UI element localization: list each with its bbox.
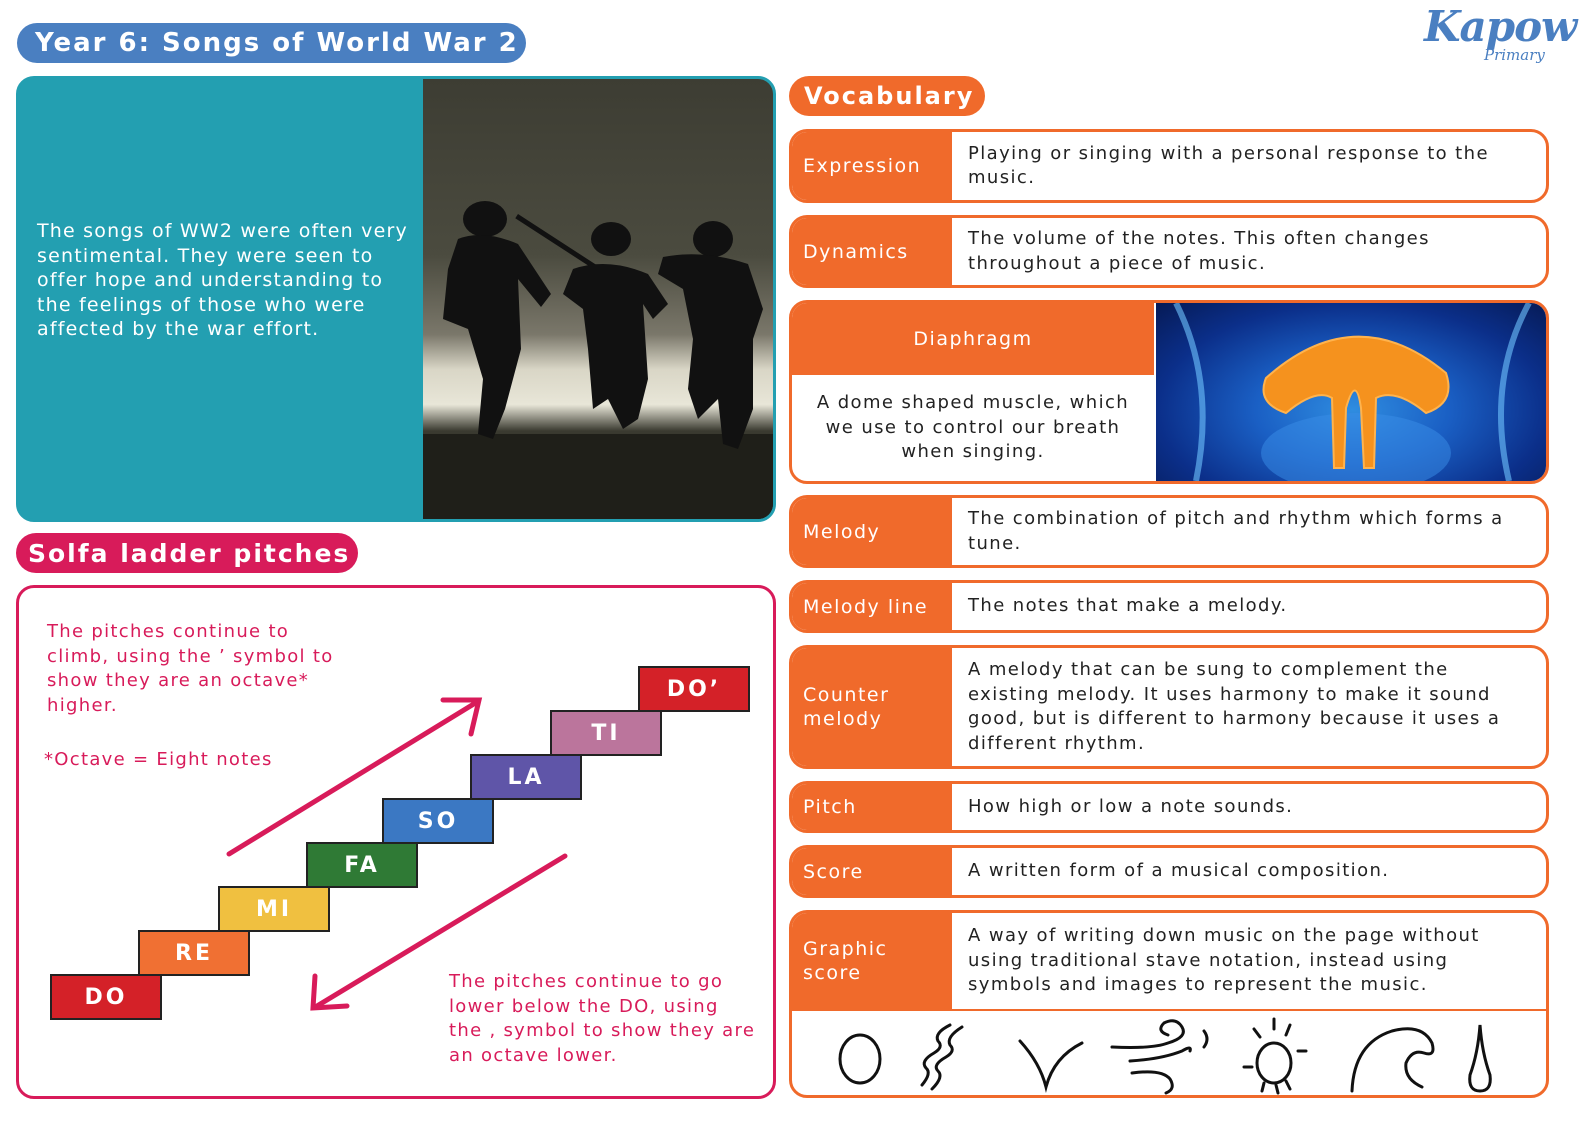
droplet-icon xyxy=(1470,1025,1491,1091)
vocab-definition: How high or low a note sounds. xyxy=(968,795,1294,817)
vocab-definition: A written form of a musical composition. xyxy=(968,860,1390,882)
vocab-term: Counter melody xyxy=(792,648,952,766)
intro-text: The songs of WW2 were often very sentimental. They were seen to offer hope and understanding to the feelings of those who were affected by the war effort. xyxy=(37,220,408,340)
soldiers-photo xyxy=(423,79,776,519)
solfa-step-do: DO xyxy=(50,974,162,1020)
vocab-row-expression xyxy=(789,129,1549,203)
solfa-step-mi: MI xyxy=(218,886,330,932)
vocab-term: Expression xyxy=(792,132,952,200)
lower-note: The pitches continue to go lower below the DO, using the , symbol to show they are an octave lower. xyxy=(449,971,756,1066)
vocab-term: Dynamics xyxy=(792,218,952,285)
vocab-row-melody xyxy=(789,495,1549,568)
vocab-row-melody-line xyxy=(789,580,1549,633)
solfa-step-ti: TI xyxy=(550,710,662,756)
circle-icon xyxy=(840,1035,880,1083)
vocab-row-diaphragm xyxy=(789,300,1549,484)
solfa-step-re: RE xyxy=(138,930,250,976)
squiggle-lines-icon xyxy=(922,1025,962,1089)
vocab-row-graphic-score xyxy=(789,910,1549,1098)
vocab-row-pitch xyxy=(789,781,1549,833)
page-title: Year 6: Songs of World War 2 xyxy=(17,23,526,63)
vocab-definition: A melody that can be sung to complement the existing melody. It uses harmony to make it sound good, but is different to harmony because it uses a different rhythm. xyxy=(968,659,1501,754)
vocab-definition: A dome shaped muscle, which we use to control our breath when singing. xyxy=(816,392,1130,463)
solfa-ladder-card xyxy=(16,585,776,1099)
vocab-row-counter-melody xyxy=(789,645,1549,769)
solfa-step-la: LA xyxy=(470,754,582,800)
vocab-term: Pitch xyxy=(792,784,952,830)
vocab-term: Graphic score xyxy=(792,913,952,1009)
vocab-row-dynamics xyxy=(789,215,1549,288)
intro-card xyxy=(16,76,776,522)
graphic-score-symbols xyxy=(792,1013,1546,1095)
soldiers-silhouette-icon xyxy=(423,79,776,519)
vocab-definition: The volume of the notes. This often changes throughout a piece of music. xyxy=(968,228,1430,274)
climb-note: The pitches continue to climb, using the ’ symbol to show they are an octave* higher. xyxy=(47,621,334,716)
solfa-step-high-do: DO’ xyxy=(638,666,750,712)
octave-note: *Octave = Eight notes xyxy=(44,749,273,770)
vocab-term: Score xyxy=(792,848,952,895)
solfa-heading: Solfa ladder pitches xyxy=(16,533,358,573)
vocabulary-heading: Vocabulary xyxy=(789,76,985,116)
vocab-definition: Playing or singing with a personal response to the music. xyxy=(968,142,1489,188)
kapow-primary-logo xyxy=(1420,2,1577,72)
vocab-definition: A way of writing down music on the page without using traditional stave notation, instead using symbols and images to represent the music. xyxy=(968,925,1480,996)
vocab-definition: The notes that make a melody. xyxy=(968,595,1288,617)
vocab-term: Melody line xyxy=(792,583,952,630)
wind-icon xyxy=(1112,1021,1207,1093)
vocab-term: Diaphragm xyxy=(792,303,1154,375)
diaphragm-image xyxy=(1156,303,1549,481)
logo-brand: Kapow xyxy=(1424,2,1577,51)
solfa-step-fa: FA xyxy=(306,842,418,888)
solfa-step-so: SO xyxy=(382,798,494,844)
vocab-row-score xyxy=(789,845,1549,898)
vocab-term: Melody xyxy=(792,498,952,565)
vocab-definition: The combination of pitch and rhythm which forms a tune. xyxy=(968,508,1504,554)
logo-sub: Primary xyxy=(1484,46,1545,64)
sun-icon xyxy=(1244,1019,1306,1093)
wave-icon xyxy=(1352,1029,1433,1091)
diaphragm-illustration-icon xyxy=(1156,303,1549,481)
tick-v-icon xyxy=(1020,1041,1082,1087)
